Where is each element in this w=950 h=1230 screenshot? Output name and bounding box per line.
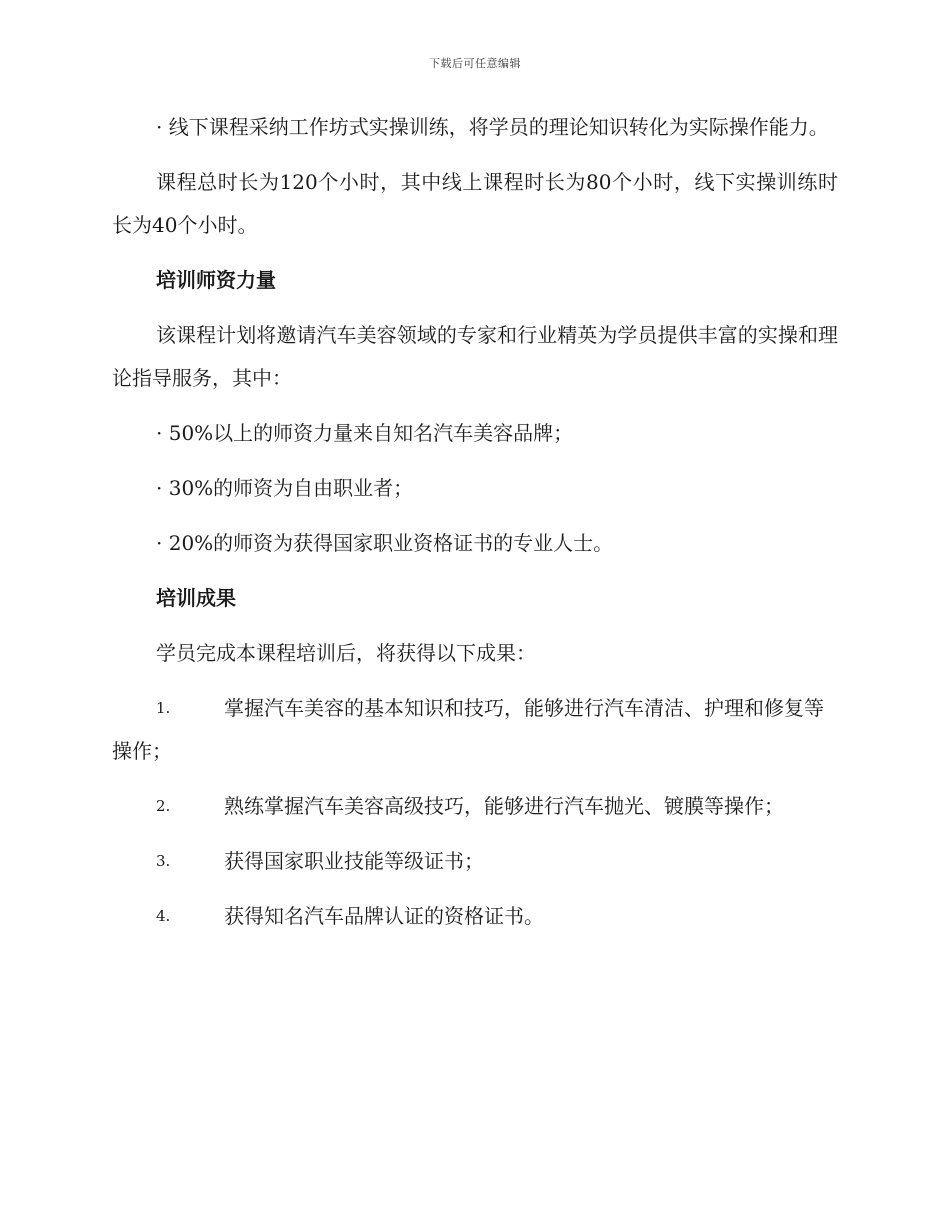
outcome-text: 获得知名汽车品牌认证的资格证书。 bbox=[224, 904, 544, 928]
outcome-number: 1. bbox=[156, 699, 171, 717]
faculty-bullet-certified: · 20%的师资为获得国家职业资格证书的专业人士。 bbox=[156, 531, 614, 555]
faculty-bullet-freelance: · 30%的师资为自由职业者； bbox=[156, 476, 414, 500]
outcome-number: 4. bbox=[156, 907, 171, 925]
faculty-bullet-brand: · 50%以上的师资力量来自知名汽车美容品牌； bbox=[156, 421, 574, 445]
outcome-item bbox=[112, 687, 838, 773]
outcomes-intro-paragraph: 学员完成本课程培训后，将获得以下成果： bbox=[156, 641, 536, 665]
outcome-text: 熟练掌握汽车美容高级技巧，能够进行汽车抛光、镀膜等操作； bbox=[224, 794, 784, 818]
outcome-item bbox=[112, 895, 838, 938]
outcome-item bbox=[112, 840, 838, 883]
offline-course-bullet: · 线下课程采纳工作坊式实操训练，将学员的理论知识转化为实际操作能力。 bbox=[156, 115, 829, 139]
outcome-number: 2. bbox=[156, 797, 171, 815]
course-duration-paragraph: 课程总时长为120个小时，其中线上课程时长为80个小时，线下实操训练时长为40个小时。 bbox=[112, 170, 838, 237]
document-body bbox=[112, 106, 838, 950]
outcome-text: 获得国家职业技能等级证书； bbox=[224, 849, 484, 873]
faculty-intro-paragraph: 该课程计划将邀请汽车美容领域的专家和行业精英为学员提供丰富的实操和理论指导服务，其中： bbox=[112, 323, 838, 390]
section-heading-outcomes: 培训成果 bbox=[156, 586, 236, 610]
outcome-item bbox=[112, 785, 838, 828]
outcome-text: 掌握汽车美容的基本知识和技巧，能够进行汽车清洁、护理和修复等操作； bbox=[112, 696, 824, 763]
page-header: 下载后可任意编辑 bbox=[429, 57, 521, 70]
outcome-number: 3. bbox=[156, 852, 171, 870]
section-heading-faculty: 培训师资力量 bbox=[156, 268, 276, 292]
